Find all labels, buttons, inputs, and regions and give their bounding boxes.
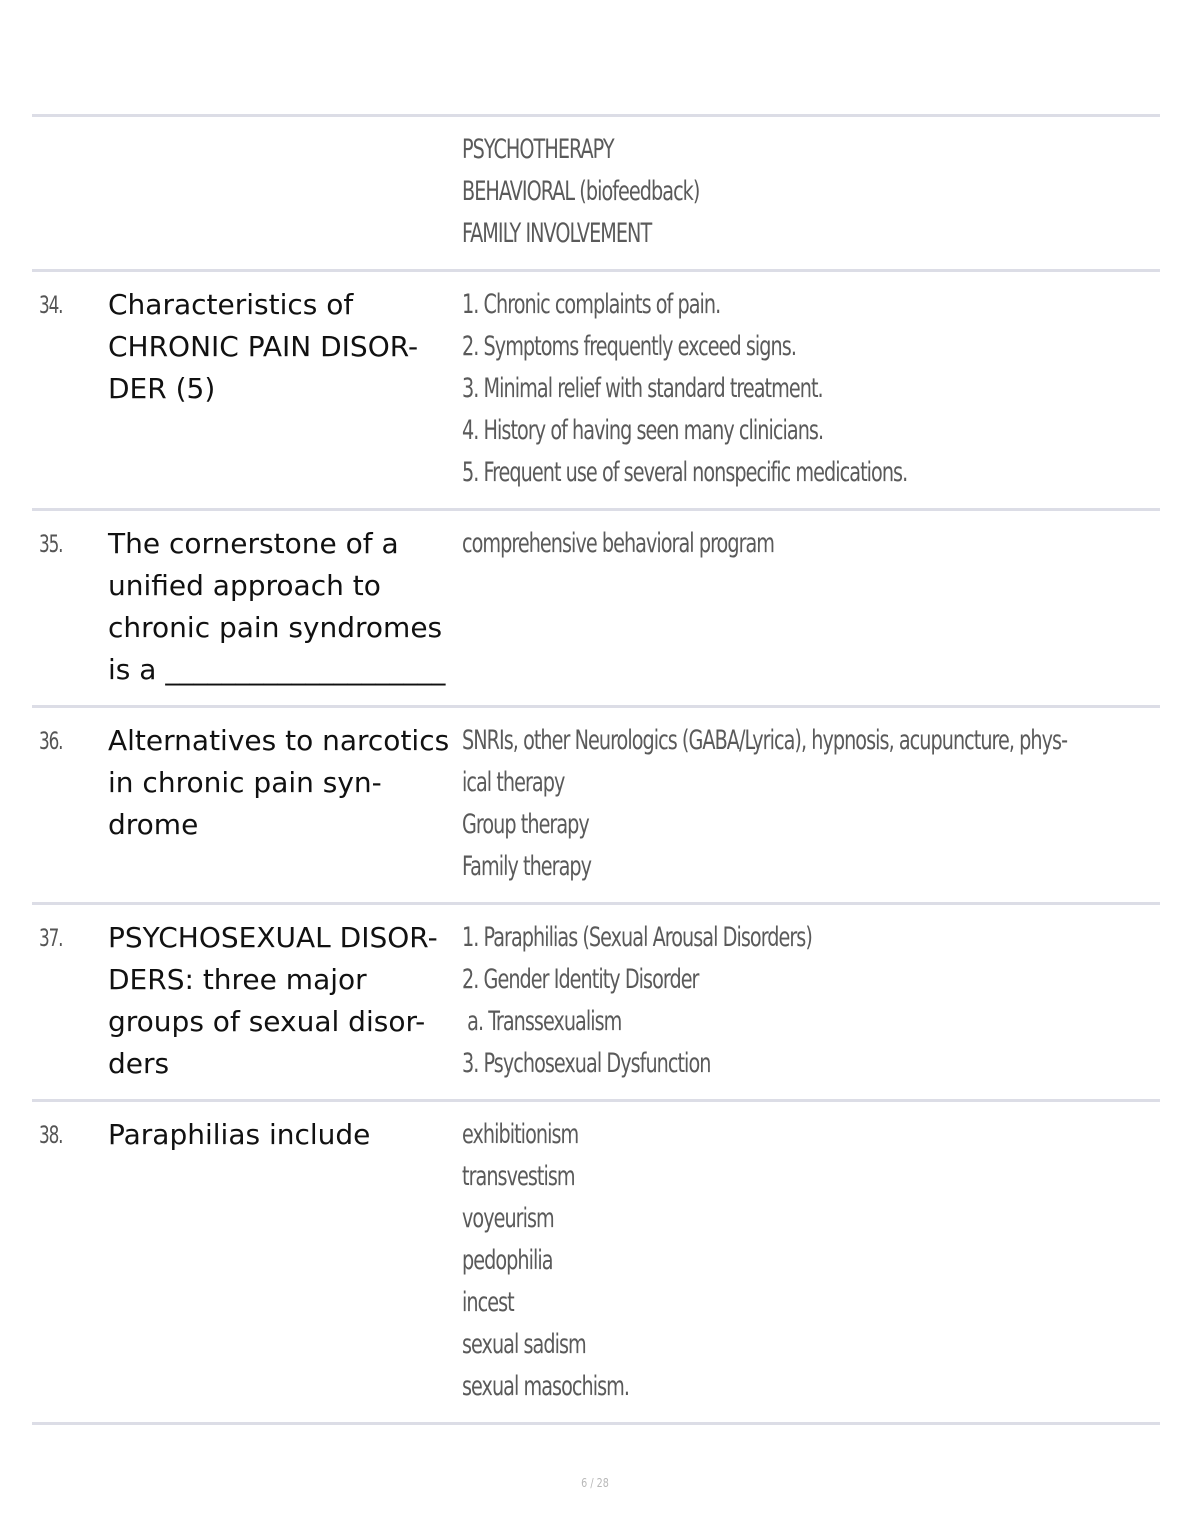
table-row (32, 508, 1160, 705)
table-row (32, 902, 1160, 1099)
answer-line: 2. Symptoms frequently exceed signs. (462, 331, 796, 362)
item-number: 36. (39, 727, 63, 755)
item-number: 37. (39, 924, 63, 952)
answer-line: comprehensive behavioral program (462, 528, 775, 559)
answer-text (462, 1102, 1160, 1422)
item-number: 38. (39, 1121, 63, 1149)
answer-text (462, 905, 1160, 1099)
table-row (32, 269, 1160, 508)
answer-line: sexual sadism (462, 1329, 586, 1360)
answer-line: 3. Psychosexual Dysfunction (462, 1048, 711, 1079)
item-number: 35. (39, 530, 63, 558)
table-row (32, 705, 1160, 902)
table-row (32, 1099, 1160, 1425)
answer-line: transvestism (462, 1161, 575, 1192)
item-number: 34. (39, 291, 63, 319)
answer-line: ical therapy (462, 767, 565, 798)
answer-line: Family therapy (462, 851, 592, 882)
answer-line: PSYCHOTHERAPY (462, 134, 614, 165)
question-text (108, 117, 462, 269)
answer-text (462, 272, 1160, 508)
answer-line: pedophilia (462, 1245, 553, 1276)
answer-line: voyeurism (462, 1203, 554, 1234)
table-row (32, 114, 1160, 269)
answer-line: sexual masochism. (462, 1371, 630, 1402)
item-number (32, 117, 91, 269)
question-text: Characteristics of CHRONIC PAIN DISOR- DER (5) (108, 288, 419, 405)
answer-line: FAMILY INVOLVEMENT (462, 218, 652, 249)
flashcard-table (32, 114, 1160, 1425)
question-text: The cornerstone of a unified approach to chronic pain syndromes is a ____________________ (108, 527, 446, 686)
answer-line: 2. Gender Identity Disorder (462, 964, 699, 995)
answer-line: SNRIs, other Neurologics (GABA/Lyrica), hypnosis, acupuncture, phys- (462, 725, 1068, 756)
answer-text (462, 708, 1190, 902)
answer-line: 3. Minimal relief with standard treatment. (462, 373, 823, 404)
question-text: PSYCHOSEXUAL DISOR- DERS: three major groups of sexual disor- ders (108, 921, 438, 1080)
answer-line: 5. Frequent use of several nonspecific medications. (462, 457, 908, 488)
answer-text (462, 511, 1160, 705)
answer-line: Group therapy (462, 809, 589, 840)
question-text: Alternatives to narcotics in chronic pain syn- drome (108, 724, 450, 841)
answer-line: incest (462, 1287, 514, 1318)
answer-line: 1. Chronic complaints of pain. (462, 289, 721, 320)
question-text: Paraphilias include (108, 1118, 371, 1151)
answer-line: exhibitionism (462, 1119, 579, 1150)
page-indicator: 6 / 28 (581, 1476, 609, 1490)
answer-line: 1. Paraphilias (Sexual Arousal Disorders) (462, 922, 812, 953)
answer-line: BEHAVIORAL (biofeedback) (462, 176, 700, 207)
answer-line: 4. History of having seen many clinicians. (462, 415, 824, 446)
answer-text (462, 117, 1160, 269)
answer-line: a. Transsexualism (462, 1006, 622, 1037)
